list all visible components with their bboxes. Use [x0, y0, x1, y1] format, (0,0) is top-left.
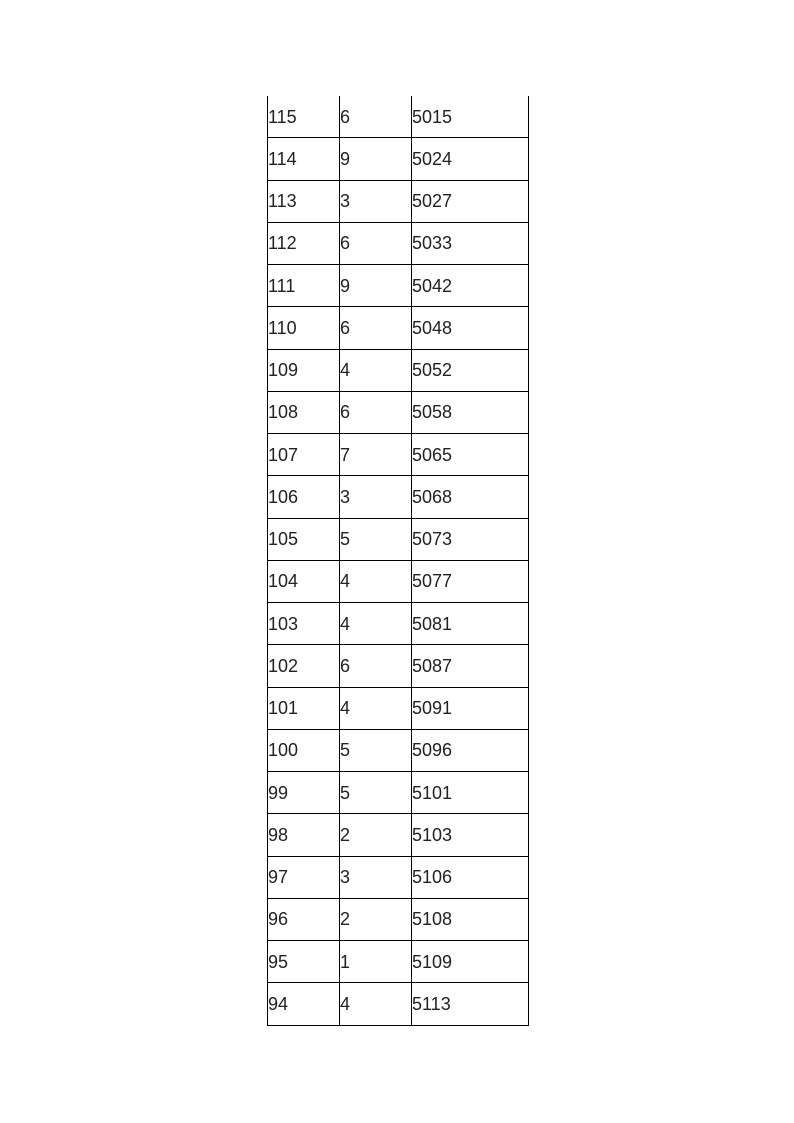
table-row: [268, 983, 529, 1025]
cumulative-cell: 5048: [412, 307, 529, 349]
score-cell: 98: [268, 814, 340, 856]
count-cell: 5: [340, 772, 412, 814]
table-row: [268, 518, 529, 560]
cumulative-cell: 5096: [412, 729, 529, 771]
score-cell: 96: [268, 898, 340, 940]
table-row: [268, 265, 529, 307]
cumulative-cell: 5087: [412, 645, 529, 687]
table-row: [268, 772, 529, 814]
score-cell: 107: [268, 434, 340, 476]
cumulative-cell: 5077: [412, 560, 529, 602]
cumulative-cell: 5081: [412, 603, 529, 645]
table-row: [268, 222, 529, 264]
table-row: [268, 476, 529, 518]
count-cell: 2: [340, 814, 412, 856]
cumulative-cell: 5103: [412, 814, 529, 856]
cumulative-cell: 5058: [412, 391, 529, 433]
count-cell: 2: [340, 898, 412, 940]
count-cell: 4: [340, 349, 412, 391]
score-cell: 111: [268, 265, 340, 307]
score-cell: 94: [268, 983, 340, 1025]
table-row: [268, 180, 529, 222]
count-cell: 5: [340, 729, 412, 771]
cumulative-cell: 5042: [412, 265, 529, 307]
cumulative-cell: 5073: [412, 518, 529, 560]
count-cell: 6: [340, 391, 412, 433]
score-cell: 110: [268, 307, 340, 349]
score-cell: 105: [268, 518, 340, 560]
score-cell: 99: [268, 772, 340, 814]
data-table: [267, 96, 529, 1026]
score-cell: 108: [268, 391, 340, 433]
score-cell: 104: [268, 560, 340, 602]
cumulative-cell: 5091: [412, 687, 529, 729]
score-cell: 109: [268, 349, 340, 391]
table-row: [268, 391, 529, 433]
count-cell: 6: [340, 96, 412, 138]
count-cell: 9: [340, 265, 412, 307]
table-row: [268, 603, 529, 645]
cumulative-cell: 5068: [412, 476, 529, 518]
cumulative-cell: 5033: [412, 222, 529, 264]
cumulative-cell: 5101: [412, 772, 529, 814]
table-row: [268, 898, 529, 940]
score-cell: 114: [268, 138, 340, 180]
table-row: [268, 560, 529, 602]
cumulative-cell: 5106: [412, 856, 529, 898]
count-cell: 3: [340, 476, 412, 518]
count-cell: 4: [340, 603, 412, 645]
count-cell: 7: [340, 434, 412, 476]
table-row: [268, 814, 529, 856]
count-cell: 6: [340, 222, 412, 264]
count-cell: 6: [340, 307, 412, 349]
count-cell: 4: [340, 560, 412, 602]
count-cell: 6: [340, 645, 412, 687]
table-row: [268, 687, 529, 729]
cumulative-cell: 5027: [412, 180, 529, 222]
score-cell: 103: [268, 603, 340, 645]
score-cell: 115: [268, 96, 340, 138]
count-cell: 4: [340, 983, 412, 1025]
table-row: [268, 138, 529, 180]
count-cell: 4: [340, 687, 412, 729]
score-cell: 97: [268, 856, 340, 898]
cumulative-cell: 5015: [412, 96, 529, 138]
score-cell: 100: [268, 729, 340, 771]
table-row: [268, 856, 529, 898]
cumulative-cell: 5113: [412, 983, 529, 1025]
table-row: [268, 729, 529, 771]
table-row: [268, 941, 529, 983]
score-cell: 95: [268, 941, 340, 983]
cumulative-cell: 5024: [412, 138, 529, 180]
score-cell: 101: [268, 687, 340, 729]
table-row: [268, 307, 529, 349]
count-cell: 3: [340, 856, 412, 898]
table-body: [268, 96, 529, 1025]
cumulative-cell: 5052: [412, 349, 529, 391]
score-cell: 106: [268, 476, 340, 518]
score-cell: 102: [268, 645, 340, 687]
table-row: [268, 96, 529, 138]
table-row: [268, 349, 529, 391]
table-row: [268, 645, 529, 687]
count-cell: 1: [340, 941, 412, 983]
cumulative-cell: 5108: [412, 898, 529, 940]
cumulative-cell: 5109: [412, 941, 529, 983]
cumulative-cell: 5065: [412, 434, 529, 476]
score-cell: 112: [268, 222, 340, 264]
score-cell: 113: [268, 180, 340, 222]
count-cell: 9: [340, 138, 412, 180]
count-cell: 3: [340, 180, 412, 222]
table-row: [268, 434, 529, 476]
count-cell: 5: [340, 518, 412, 560]
